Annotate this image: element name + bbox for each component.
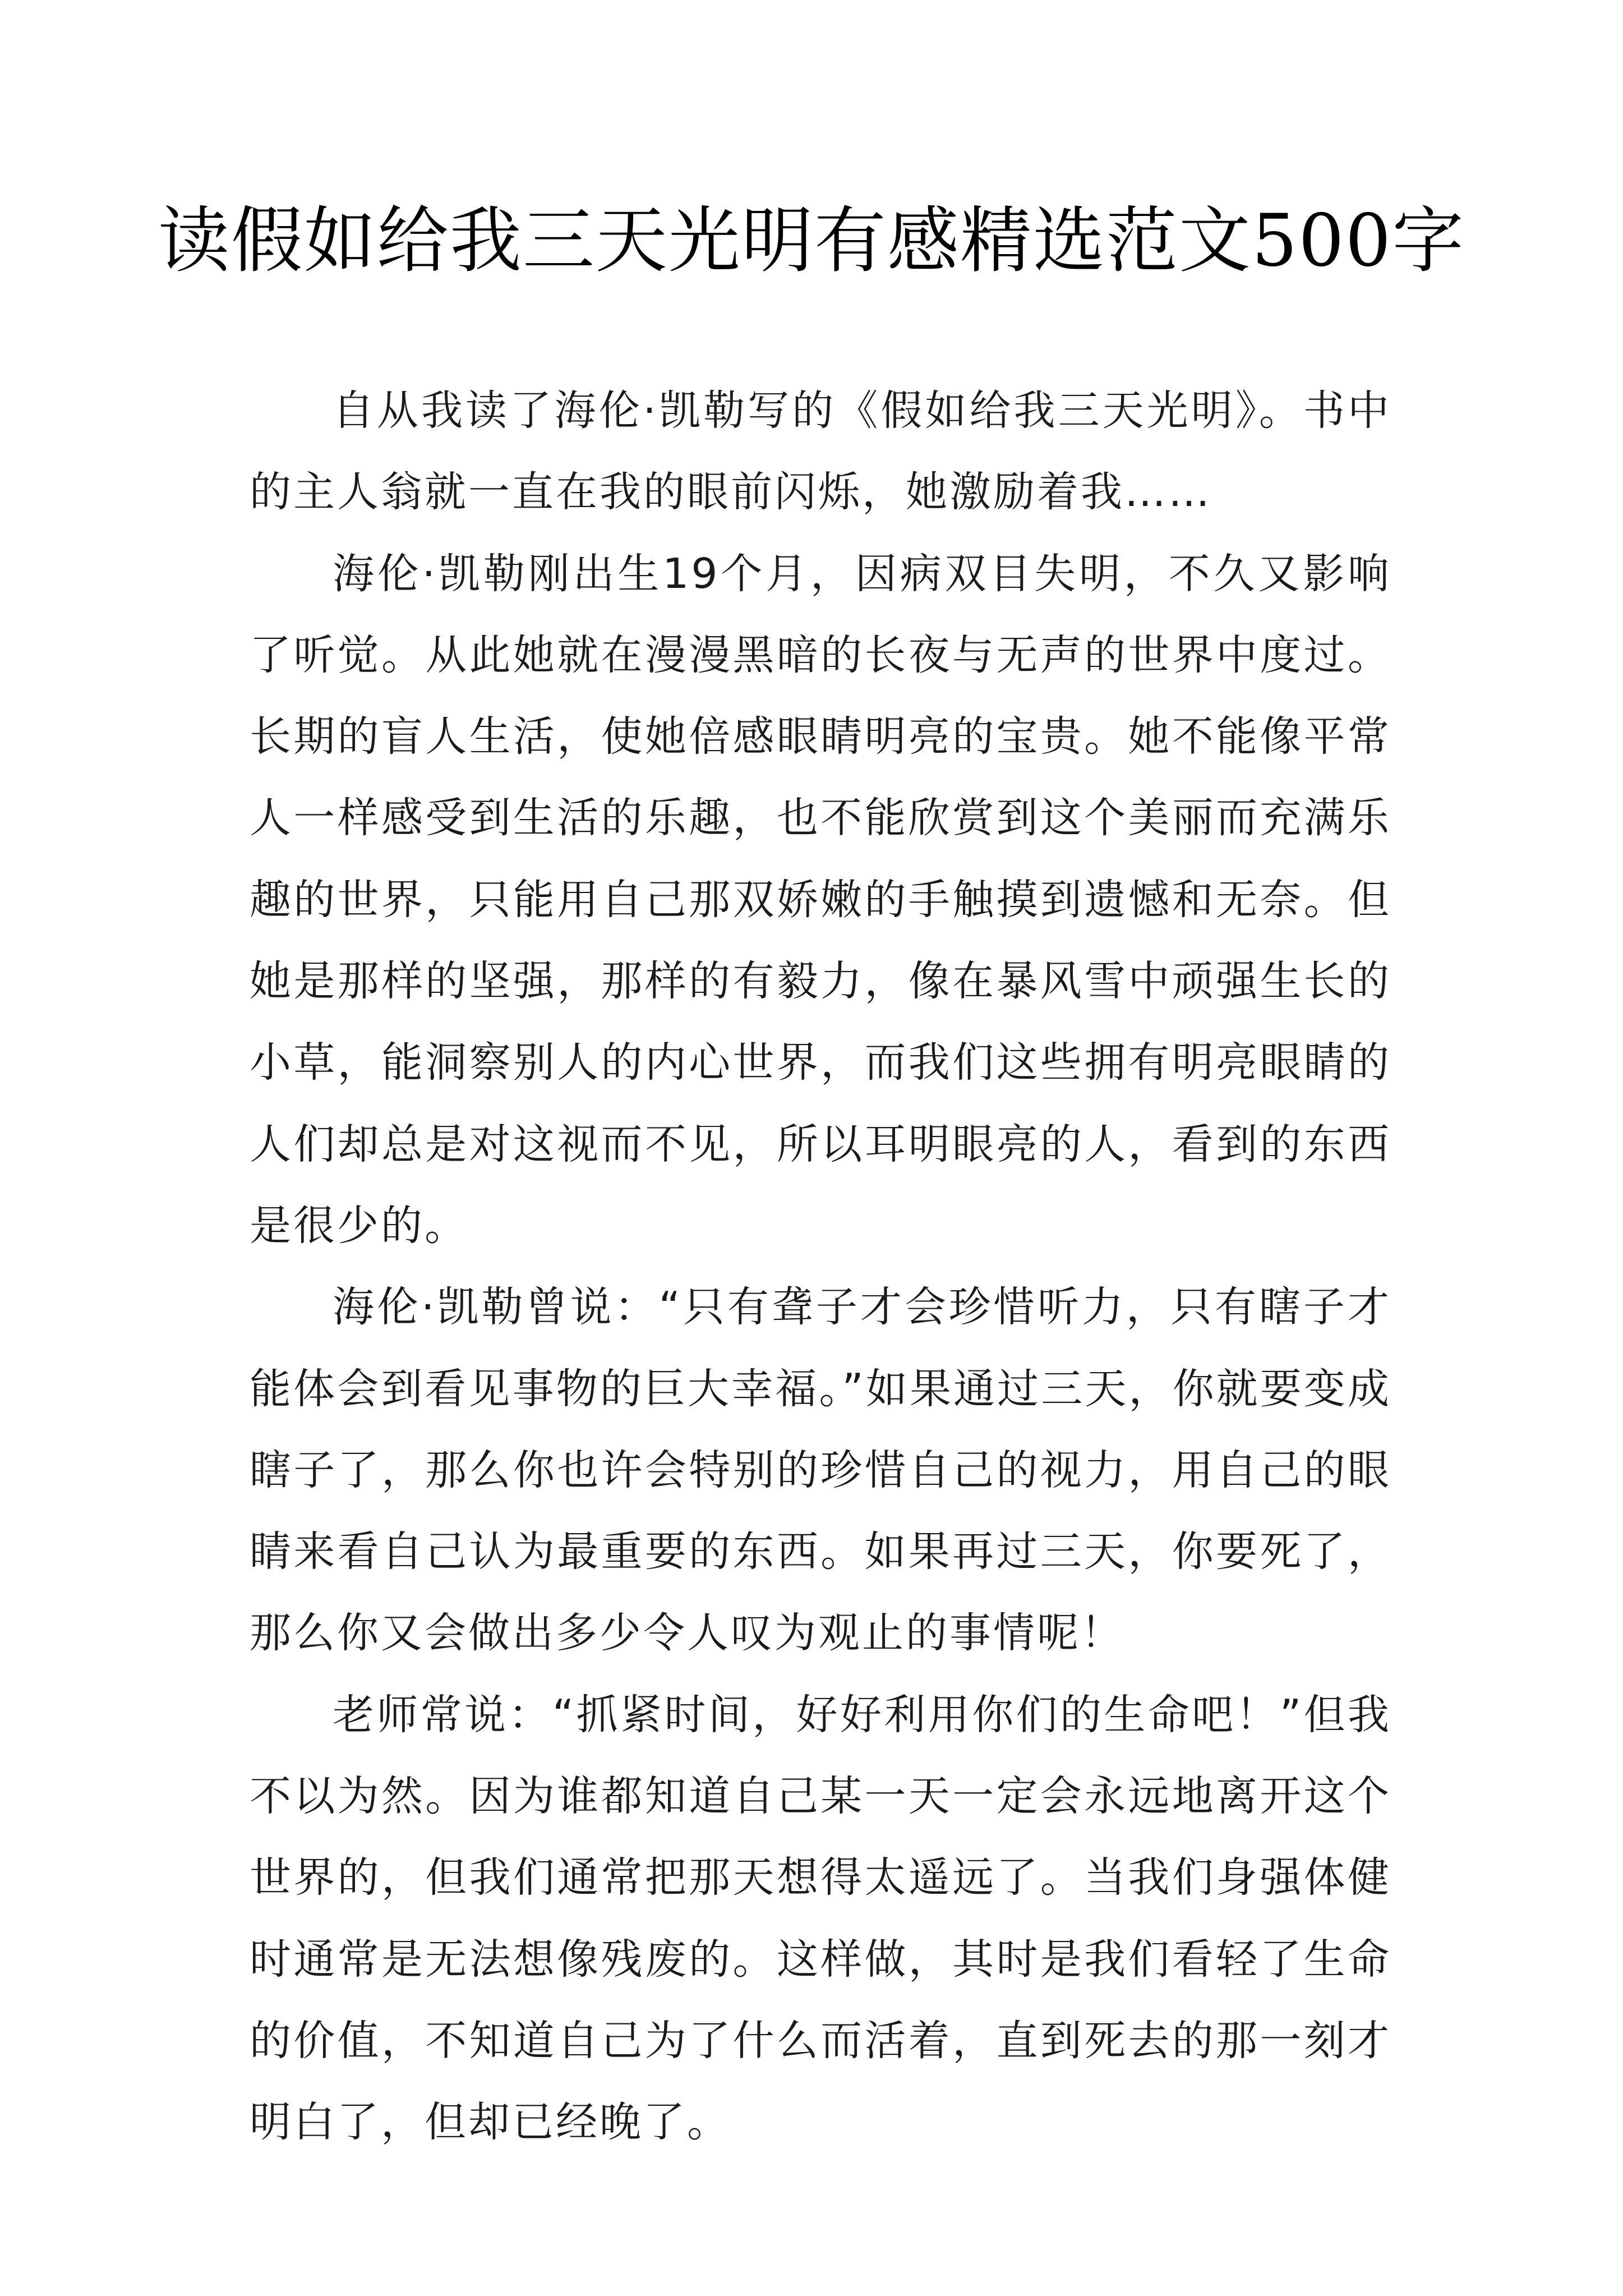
paragraph-4: 老师常说：“抓紧时间，好好利用你们的生命吧！”但我不以为然。因为谁都知道自己某一天一定会永远地离开这个世界的，但我们通常把那天想得太遥远了。当我们身强体健时通常是无法想像残废的。这样做，其时是我们看轻了生命的价值，不知道自己为了什么而活着，直到死去的那一刻才明白了，但却已经晚了。 xyxy=(250,1690,1391,2147)
paragraph-2: 海伦·凯勒刚出生19个月，因病双目失明，不久又影响了听觉。从此她就在漫漫黑暗的长夜与无声的世界中度过。长期的盲人生活，使她倍感眼睛明亮的宝贵。她不能像平常人一样感受到生活的乐趣，也不能欣赏到这个美丽而充满乐趣的世界，只能用自己那双娇嫩的手触摸到遗憾和无奈。但她是那样的坚强，那样的有毅力，像在暴风雪中顽强生长的小草，能洞察别人的内心世界，而我们这些拥有明亮眼睛的人们却总是对这视而不见，所以耳明眼亮的人，看到的东西是很少的。 xyxy=(250,549,1391,1250)
paragraph-3: 海伦·凯勒曾说：“只有聋子才会珍惜听力，只有瞎子才能体会到看见事物的巨大幸福。”如果通过三天，你就要变成瞎子了，那么你也许会特别的珍惜自己的视力，用自己的眼睛来看自己认为最重要的东西。如果再过三天，你要死了，那么你又会做出多少令人叹为观止的事情呢！ xyxy=(250,1283,1391,1658)
paragraph-1: 自从我读了海伦·凯勒写的《假如给我三天光明》。书中的主人翁就一直在我的眼前闪烁，她激励着我…… xyxy=(250,386,1391,517)
document-title: 读假如给我三天光明有感精选范文500字 xyxy=(158,199,1465,283)
document-body xyxy=(250,370,1391,2164)
